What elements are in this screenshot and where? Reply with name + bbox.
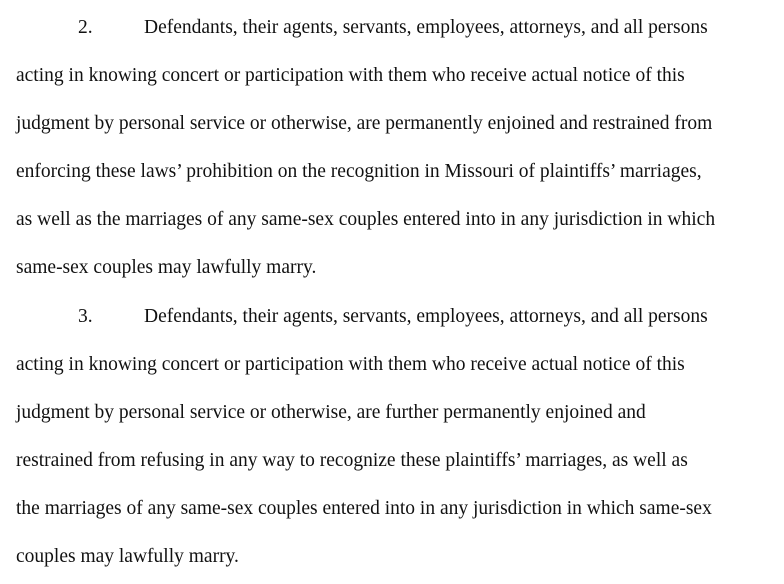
paragraph-number: 3. (78, 306, 93, 327)
paragraph-text-line: acting in knowing concert or participation with them who receive actual notice of this (16, 65, 685, 86)
paragraph-text-line: same-sex couples may lawfully marry. (16, 257, 317, 278)
paragraph-text-line: restrained from refusing in any way to recognize these plaintiffs’ marriages, as well as (16, 450, 688, 471)
paragraph-text-line: couples may lawfully marry. (16, 546, 239, 567)
paragraph-text-line: acting in knowing concert or participation with them who receive actual notice of this (16, 354, 685, 375)
paragraph-text-line: judgment by personal service or otherwise, are further permanently enjoined and (16, 402, 646, 423)
paragraph-text-line: Defendants, their agents, servants, employees, attorneys, and all persons (144, 306, 708, 327)
paragraph-text-line: judgment by personal service or otherwise, are permanently enjoined and restrained from (16, 113, 713, 134)
paragraph-text-line: enforcing these laws’ prohibition on the recognition in Missouri of plaintiffs’ marriages, (16, 161, 702, 182)
paragraph-text-line: as well as the marriages of any same-sex couples entered into in any jurisdiction in which (16, 209, 716, 230)
paragraph-text-line: Defendants, their agents, servants, employees, attorneys, and all persons (144, 17, 708, 38)
document-page (16, 0, 776, 584)
paragraph-number: 2. (78, 17, 93, 38)
paragraph-text-line: the marriages of any same-sex couples entered into in any jurisdiction in which same-sex (16, 498, 712, 519)
